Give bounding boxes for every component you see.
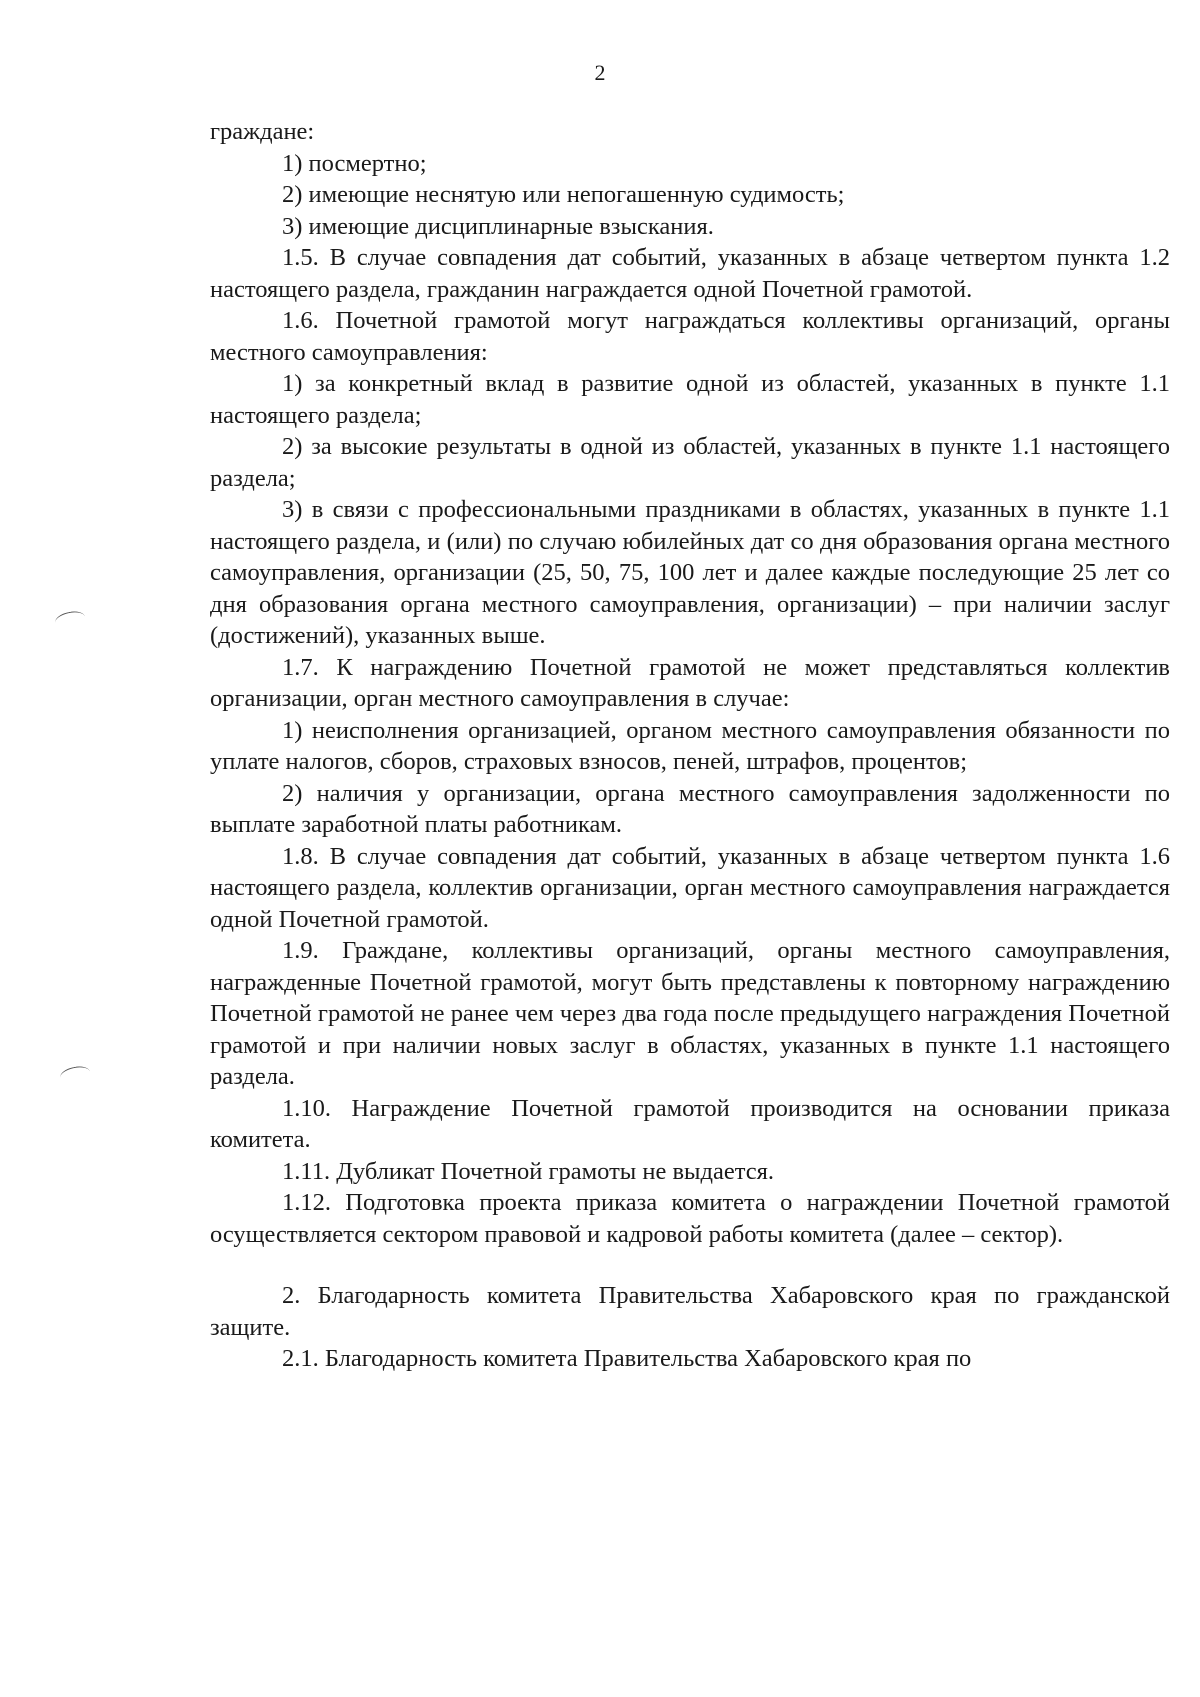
clause-1-12: 1.12. Подготовка проекта приказа комитета о награждении Почетной грамотой осуществляется сектором правовой и кадровой работы комитета (далее – сектор).: [210, 1189, 1170, 1248]
paragraph: граждане:: [210, 118, 315, 145]
clause-1-10: 1.10. Награждение Почетной грамотой производится на основании приказа комитета.: [210, 1094, 1170, 1153]
clause-1-6: 1.6. Почетной грамотой могут награждаться коллективы организаций, органы местного самоуправления:: [210, 307, 1170, 366]
list-item: 2) имеющие неснятую или непогашенную судимость;: [282, 181, 845, 208]
section-2-heading: 2. Благодарность комитета Правительства Хабаровского края по гражданской защите.: [210, 1282, 1170, 1341]
clause-1-11: 1.11. Дубликат Почетной грамоты не выдается.: [282, 1157, 774, 1185]
list-item: 3) в связи с профессиональными праздниками в областях, указанных в пункте 1.1 настоящего раздела, и (или) по случаю юбилейных дат со дня образования органа местного самоуправления, организации (25, 50, 75, 100 лет и далее каждые последующие 25 лет со дня образования органа местного самоуправления, организации) – при наличии заслуг (достижений), указанных выше.: [210, 496, 1170, 649]
clause-1-5: 1.5. В случае совпадения дат событий, указанных в абзаце четвертом пункта 1.2 настоящего раздела, гражданин награждается одной Почетной грамотой.: [210, 244, 1170, 303]
list-item: 2) за высокие результаты в одной из областей, указанных в пункте 1.1 настоящего раздела;: [210, 433, 1170, 492]
clause-1-8: 1.8. В случае совпадения дат событий, указанных в абзаце четвертом пункта 1.6 настоящего раздела, коллектив организации, орган местного самоуправления награждается одной Почетной грамотой.: [210, 842, 1170, 933]
page-number: 2: [594, 60, 606, 85]
list-item: 3) имеющие дисциплинарные взыскания.: [282, 212, 714, 240]
list-item: 1) посмертно;: [282, 149, 427, 177]
margin-mark: [54, 609, 86, 630]
document-body: [210, 116, 1170, 1375]
margin-mark: [59, 1064, 91, 1085]
clause-1-9: 1.9. Граждане, коллективы организаций, органы местного самоуправления, награжденные Почетной грамотой, могут быть представлены к повторному награждению Почетной грамотой не ранее чем через два года после предыдущего награждения Почетной грамотой и при наличии новых заслуг в областях, указанных в пункте 1.1 настоящего раздела.: [210, 937, 1170, 1090]
list-item: 1) за конкретный вклад в развитие одной из областей, указанных в пункте 1.1 настоящего раздела;: [210, 370, 1170, 429]
clause-2-1: 2.1. Благодарность комитета Правительства Хабаровского края по: [282, 1345, 972, 1372]
list-item: 2) наличия у организации, органа местного самоуправления задолженности по выплате заработной платы работникам.: [210, 779, 1170, 838]
list-item: 1) неисполнения организацией, органом местного самоуправления обязанности по уплате налогов, сборов, страховых взносов, пеней, штрафов, процентов;: [210, 716, 1170, 775]
clause-1-7: 1.7. К награждению Почетной грамотой не может представляться коллектив организации, орган местного самоуправления в случае:: [210, 653, 1170, 712]
